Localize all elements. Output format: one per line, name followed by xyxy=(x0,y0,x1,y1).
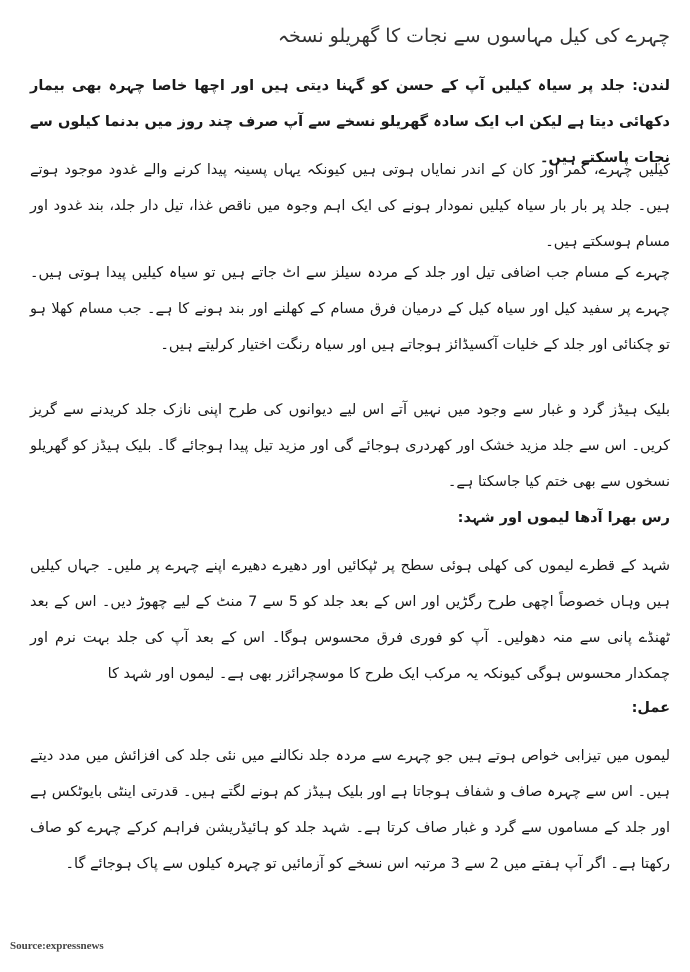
causes-paragraph: کیلیں چہرے، کمر اور کان کے اندر نمایاں ہوتی ہیں کیونکہ یہاں پسینہ پیدا کرنے والے غدود موجود ہوتے ہیں۔ جلد پر بار بار سیاہ کیلیں نمودار ہونے کی ایک اہم وجوہ میں ناقص غذا، تیل دار جلد، بند غدود اور مسام ہوسکتے ہیں۔ xyxy=(30,162,670,250)
pores-paragraph: چہرے کے مسام جب اضافی تیل اور جلد کے مردہ سیلز سے اٹ جاتے ہیں تو سیاہ کیلیں پیدا ہوتی ہیں۔ چہرے پر سفید کیل اور سیاہ کیل کے درمیان فرق مسام کے کھلنے اور بند ہونے کا ہے۔ جب مسام کھلا ہو تو چکنائی اور جلد کے خلیات آکسیڈائز ہوجاتے ہیں اور سیاہ رنگت اختیار کرلیتے ہیں۔ xyxy=(30,265,670,353)
source-credit: Source:expressnews xyxy=(10,940,104,952)
ingredients-heading: رس بھرا آدھا لیموں اور شہد: xyxy=(457,510,670,526)
intro-paragraph: لندن: جلد پر سیاہ کیلیں آپ کے حسن کو گہنا دیتی ہیں اور اچھا خاصا چہرہ بھی بیمار دکھائی دیتا ہے لیکن اب ایک سادہ گھریلو نسخے سے آپ صرف چند روز میں بدنما کیلوں سے نجات پاسکتے ہیں۔ xyxy=(30,78,670,166)
article-title: چہرے کی کیل مہاسوں سے نجات کا گھریلو نسخہ xyxy=(277,25,670,47)
blackheads-paragraph: بلیک ہیڈز گرد و غبار سے وجود میں نہیں آتے اس لیے دیوانوں کی طرح اپنی نازک جلد کریدنے سے گریز کریں۔ اس سے جلد مزید خشک اور کھردری ہوجائے گی اور مزید تیل پیدا ہوجائے گا۔ بلیک ہیڈز کو گھریلو نسخوں سے بھی ختم کیا جاسکتا ہے۔ xyxy=(30,402,670,490)
ingredients-paragraph: شہد کے قطرے لیموں کی کھلی ہوئی سطح پر ٹپکائیں اور دھیرے دھیرے اپنے چہرے پر ملیں۔ جہاں کیلیں ہیں وہاں خصوصاً اچھی طرح رگڑیں اور اس کے بعد جلد کو 5 سے 7 منٹ کے لیے چھوڑ دیں۔ اس کے بعد ٹھنڈے پانی سے منہ دھولیں۔ آپ کو فوری فرق محسوس ہوگا۔ اس کے بعد آپ کی جلد بہت نرم اور چمکدار محسوس ہوگی کیونکہ یہ مرکب ایک طرح کا موسچرائزر بھی ہے۔ لیموں اور شہد کا xyxy=(30,558,670,682)
method-paragraph: لیموں میں تیزابی خواص ہوتے ہیں جو چہرے سے مردہ جلد نکالنے میں نئی جلد کی افزائش میں مدد دیتے ہیں۔ اس سے چہرہ صاف و شفاف ہوجاتا ہے اور بلیک ہیڈز کم ہونے لگتے ہیں۔ قدرتی اینٹی بایوٹکس ہے اور جلد کے مساموں سے گرد و غبار صاف کرتا ہے۔ شہد جلد کو ہائیڈریشن فراہم کرکے چہرے کو صاف رکھتا ہے۔ اگر آپ ہفتے میں 2 سے 3 مرتبہ اس نسخے کو آزمائیں تو چہرہ کیلوں سے پاک ہوجائے گا۔ xyxy=(30,748,670,872)
method-heading: عمل: xyxy=(631,700,670,716)
